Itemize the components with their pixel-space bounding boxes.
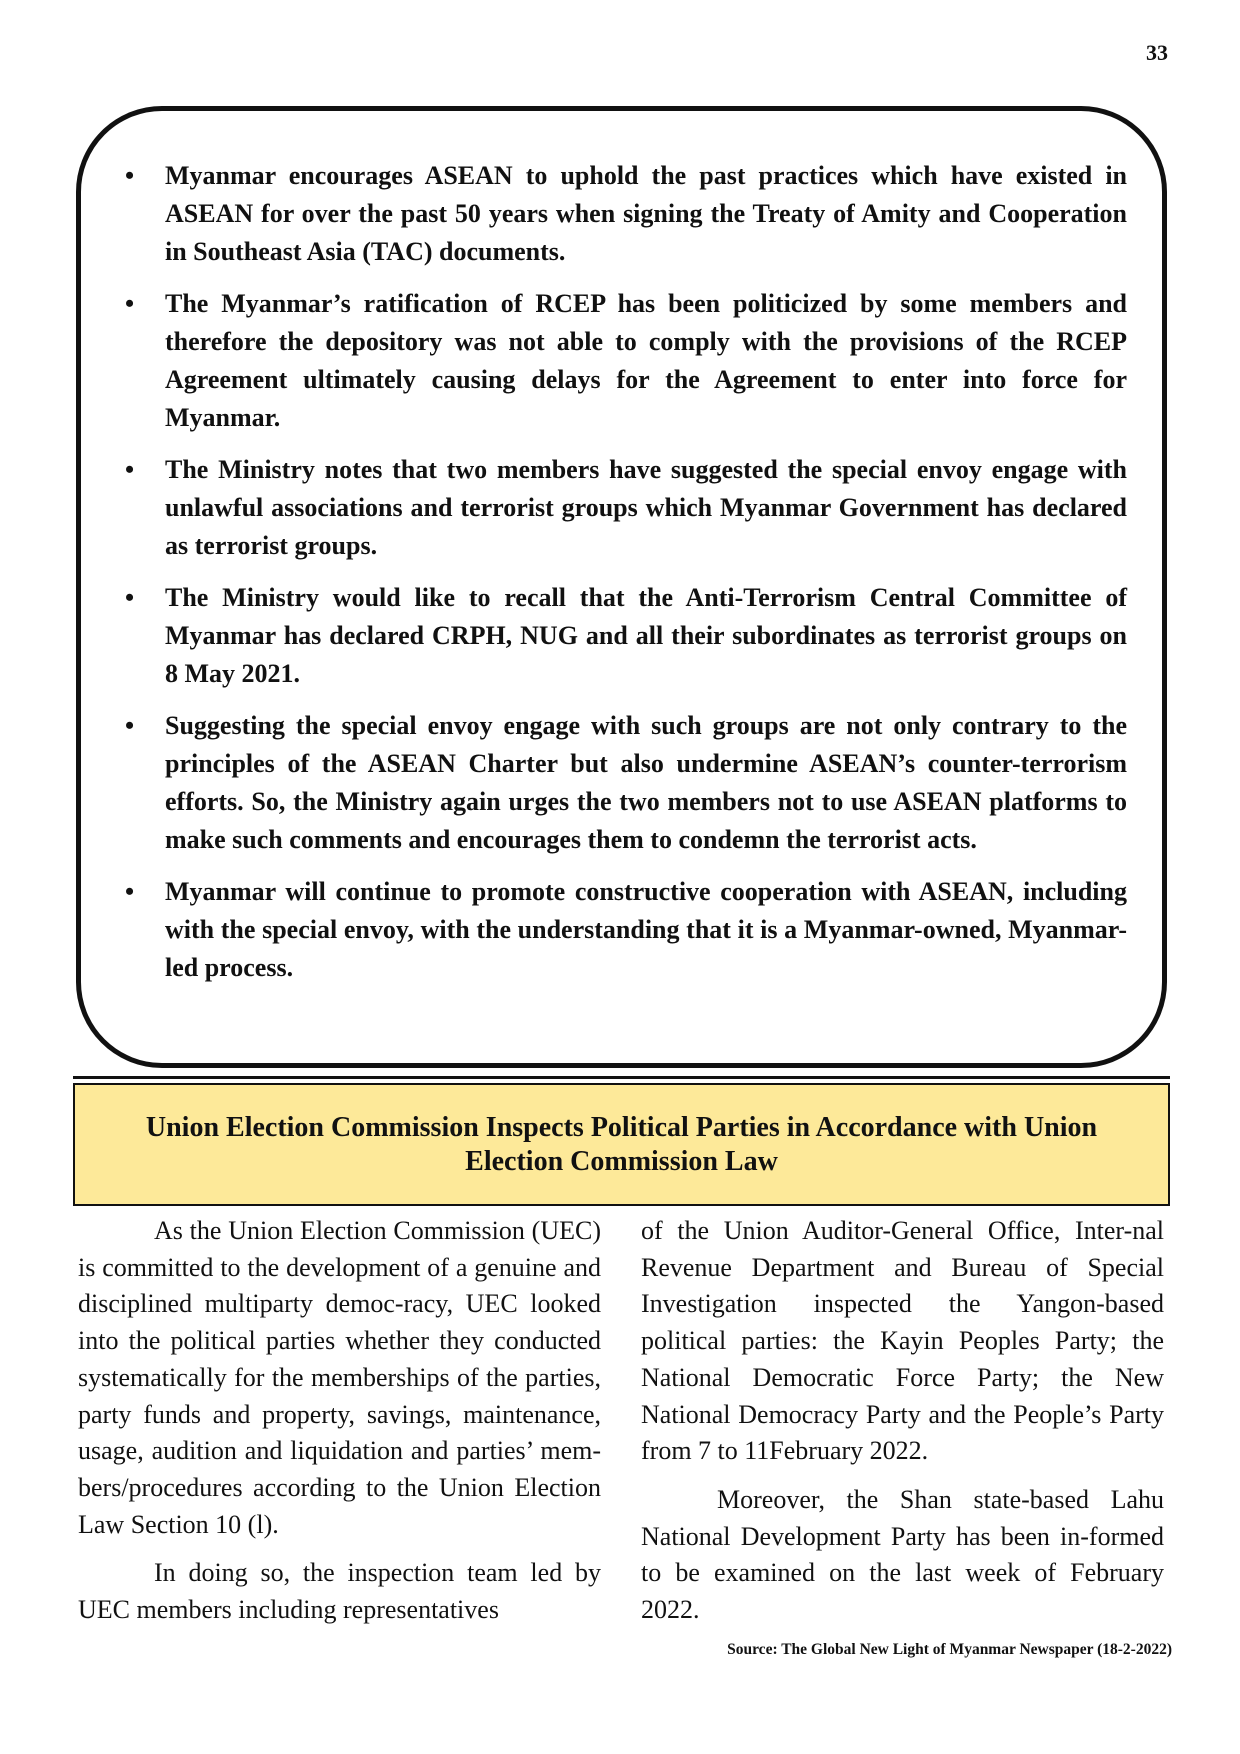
source-credit: Source: The Global New Light of Myanmar Newspaper (18-2-2022): [727, 1641, 1172, 1658]
list-item: [125, 157, 1127, 271]
list-item: [125, 707, 1127, 859]
article-paragraph: In doing so, the inspection team led by UEC members including representatives: [78, 1558, 601, 1625]
list-item: [125, 285, 1127, 437]
list-item-text: The Myanmar’s ratification of RCEP has been politicized by some members and therefore the depository was not able to comply with the provisions of the RCEP Agreement ultimately causing delays for the Agreement to enter into force for Myanmar.: [165, 289, 1127, 432]
bullet-icon: •: [125, 877, 135, 906]
list-item-text: Suggesting the special envoy engage with such groups are not only contrary to the principles of the ASEAN Charter but also undermine ASEAN’s counter-terrorism efforts. So, the Ministry again urges the two members not to use ASEAN platforms to make such comments and encourages them to condemn the terrorist acts.: [165, 711, 1127, 854]
list-item: [125, 451, 1127, 565]
article-column-right: [641, 1213, 1164, 1641]
list-item-text: The Ministry notes that two members have suggested the special envoy engage with unlawful associations and terrorist groups which Myanmar Government has declared as terrorist groups.: [165, 455, 1127, 560]
list-item: [125, 873, 1127, 987]
article-heading-box: [73, 1083, 1170, 1206]
list-item-text: The Ministry would like to recall that the Anti-Terrorism Central Committee of Myanmar has declared CRPH, NUG and all their subordinates as terrorist groups on 8 May 2021.: [165, 583, 1127, 688]
article-paragraph: Moreover, the Shan state-based Lahu National Development Party has been in-formed to be examined on the last week of February 2022.: [641, 1484, 1164, 1625]
statement-list: [125, 157, 1127, 1001]
bullet-icon: •: [125, 289, 135, 318]
bullet-icon: •: [125, 455, 135, 484]
list-item: [125, 579, 1127, 693]
statement-box: [76, 106, 1167, 1068]
bullet-icon: •: [125, 711, 135, 740]
article-column-left: [78, 1213, 601, 1641]
article-paragraph: of the Union Auditor-General Office, Inter-nal Revenue Department and Bureau of Special Investigation inspected the Yangon-based political parties: the Kayin Peoples Party; the National Democratic Force Party; the New National Democracy Party and the People’s Party from 7 to 11February 2022.: [641, 1216, 1164, 1466]
article-paragraph: As the Union Election Commission (UEC) is committed to the development of a genuine and disciplined multiparty democ-racy, UEC looked into the political parties whether they conducted systematically for the memberships of the parties, party funds and property, savings, maintenance, usage, audition and liquidation and parties’ mem-bers/procedures according to the Union Election Law Section 10 (l).: [78, 1216, 601, 1539]
list-item-text: Myanmar encourages ASEAN to uphold the past practices which have existed in ASEAN for over the past 50 years when signing the Treaty of Amity and Cooperation in Southeast Asia (TAC) documents.: [165, 161, 1127, 266]
page-number: 33: [1146, 40, 1168, 65]
list-item-text: Myanmar will continue to promote constructive cooperation with ASEAN, including with the special envoy, with the understanding that it is a Myanmar-owned, Myanmar-led process.: [165, 877, 1127, 982]
heading-top-rule: [73, 1076, 1170, 1079]
bullet-icon: •: [125, 161, 135, 190]
article-heading: Union Election Commission Inspects Political Parties in Accordance with Union Election Commission Law: [145, 1111, 1098, 1177]
bullet-icon: •: [125, 583, 135, 612]
